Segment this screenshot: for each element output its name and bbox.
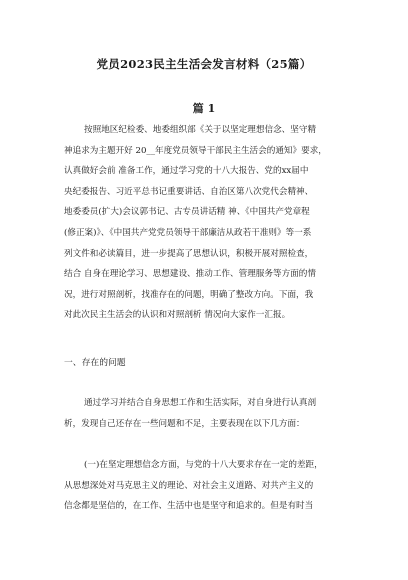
document-title: 党员2023民主生活会发言材料（25篇） xyxy=(96,57,312,71)
paragraph-line: 地委委员(扩大)会议郭书记、古专员讲话精 神、《中国共产党章程 xyxy=(64,207,310,218)
paragraph-line: 列文件和必读篇目，进一步提高了思想认识，积极开展对照检查， xyxy=(64,248,314,259)
paragraph-line: 对此次民主生活会的认识和对照剖析 情况向大家作一汇报。 xyxy=(64,310,291,321)
paragraph-line: 析，发现自己还存在一些问题和不足，主要表现在以下几方面： xyxy=(64,418,305,429)
paragraph-line: (修正案)》、《中国共产党党员领导干部廉洁从政若干准则》等一系 xyxy=(64,227,312,238)
paragraph-intro xyxy=(64,120,350,326)
paragraph-line: 结合 自身在理论学习、思想建设、推动工作、管理服务等方面的情 xyxy=(64,269,316,280)
paragraph-line: 信念都是坚信的，在工作、生活中也是坚守和追求的。但是有时当 xyxy=(64,501,314,512)
paragraph-line: 况，进行对照剖析，找准存在的问题，明确了整改方向。下面，我 xyxy=(64,289,314,300)
paragraph-analysis xyxy=(64,393,350,434)
paragraph-line: 认真做好会前 准备工作，通过学习党的十八大报告、党的xx届中 xyxy=(64,166,309,177)
paragraph-line: 神追求为主题开好 20__年度党员领导干部民主生活会的通知》要求， xyxy=(64,145,327,156)
heading-problems: 一、存在的问题 xyxy=(64,358,126,368)
section-title: 篇 1 xyxy=(192,102,216,115)
paragraph-line: 央纪委报告、习近平总书记重要讲话、自治区第八次党代会精神、 xyxy=(64,186,314,197)
paragraph-line: 从思想深处对马克思主义的理论、对社会主义道路、对共产主义的 xyxy=(64,480,314,491)
paragraph-line: 按照地区纪检委、地委组织部《关于以坚定理想信念、坚守精 xyxy=(84,125,317,135)
paragraph-line: (一)在坚定理想信念方面，与党的十八大要求存在一定的差距， xyxy=(84,460,323,470)
paragraph-line: 通过学习并结合自身思想工作和生活实际，对自身进行认真剖 xyxy=(84,398,317,408)
paragraph-ideals xyxy=(64,455,350,517)
